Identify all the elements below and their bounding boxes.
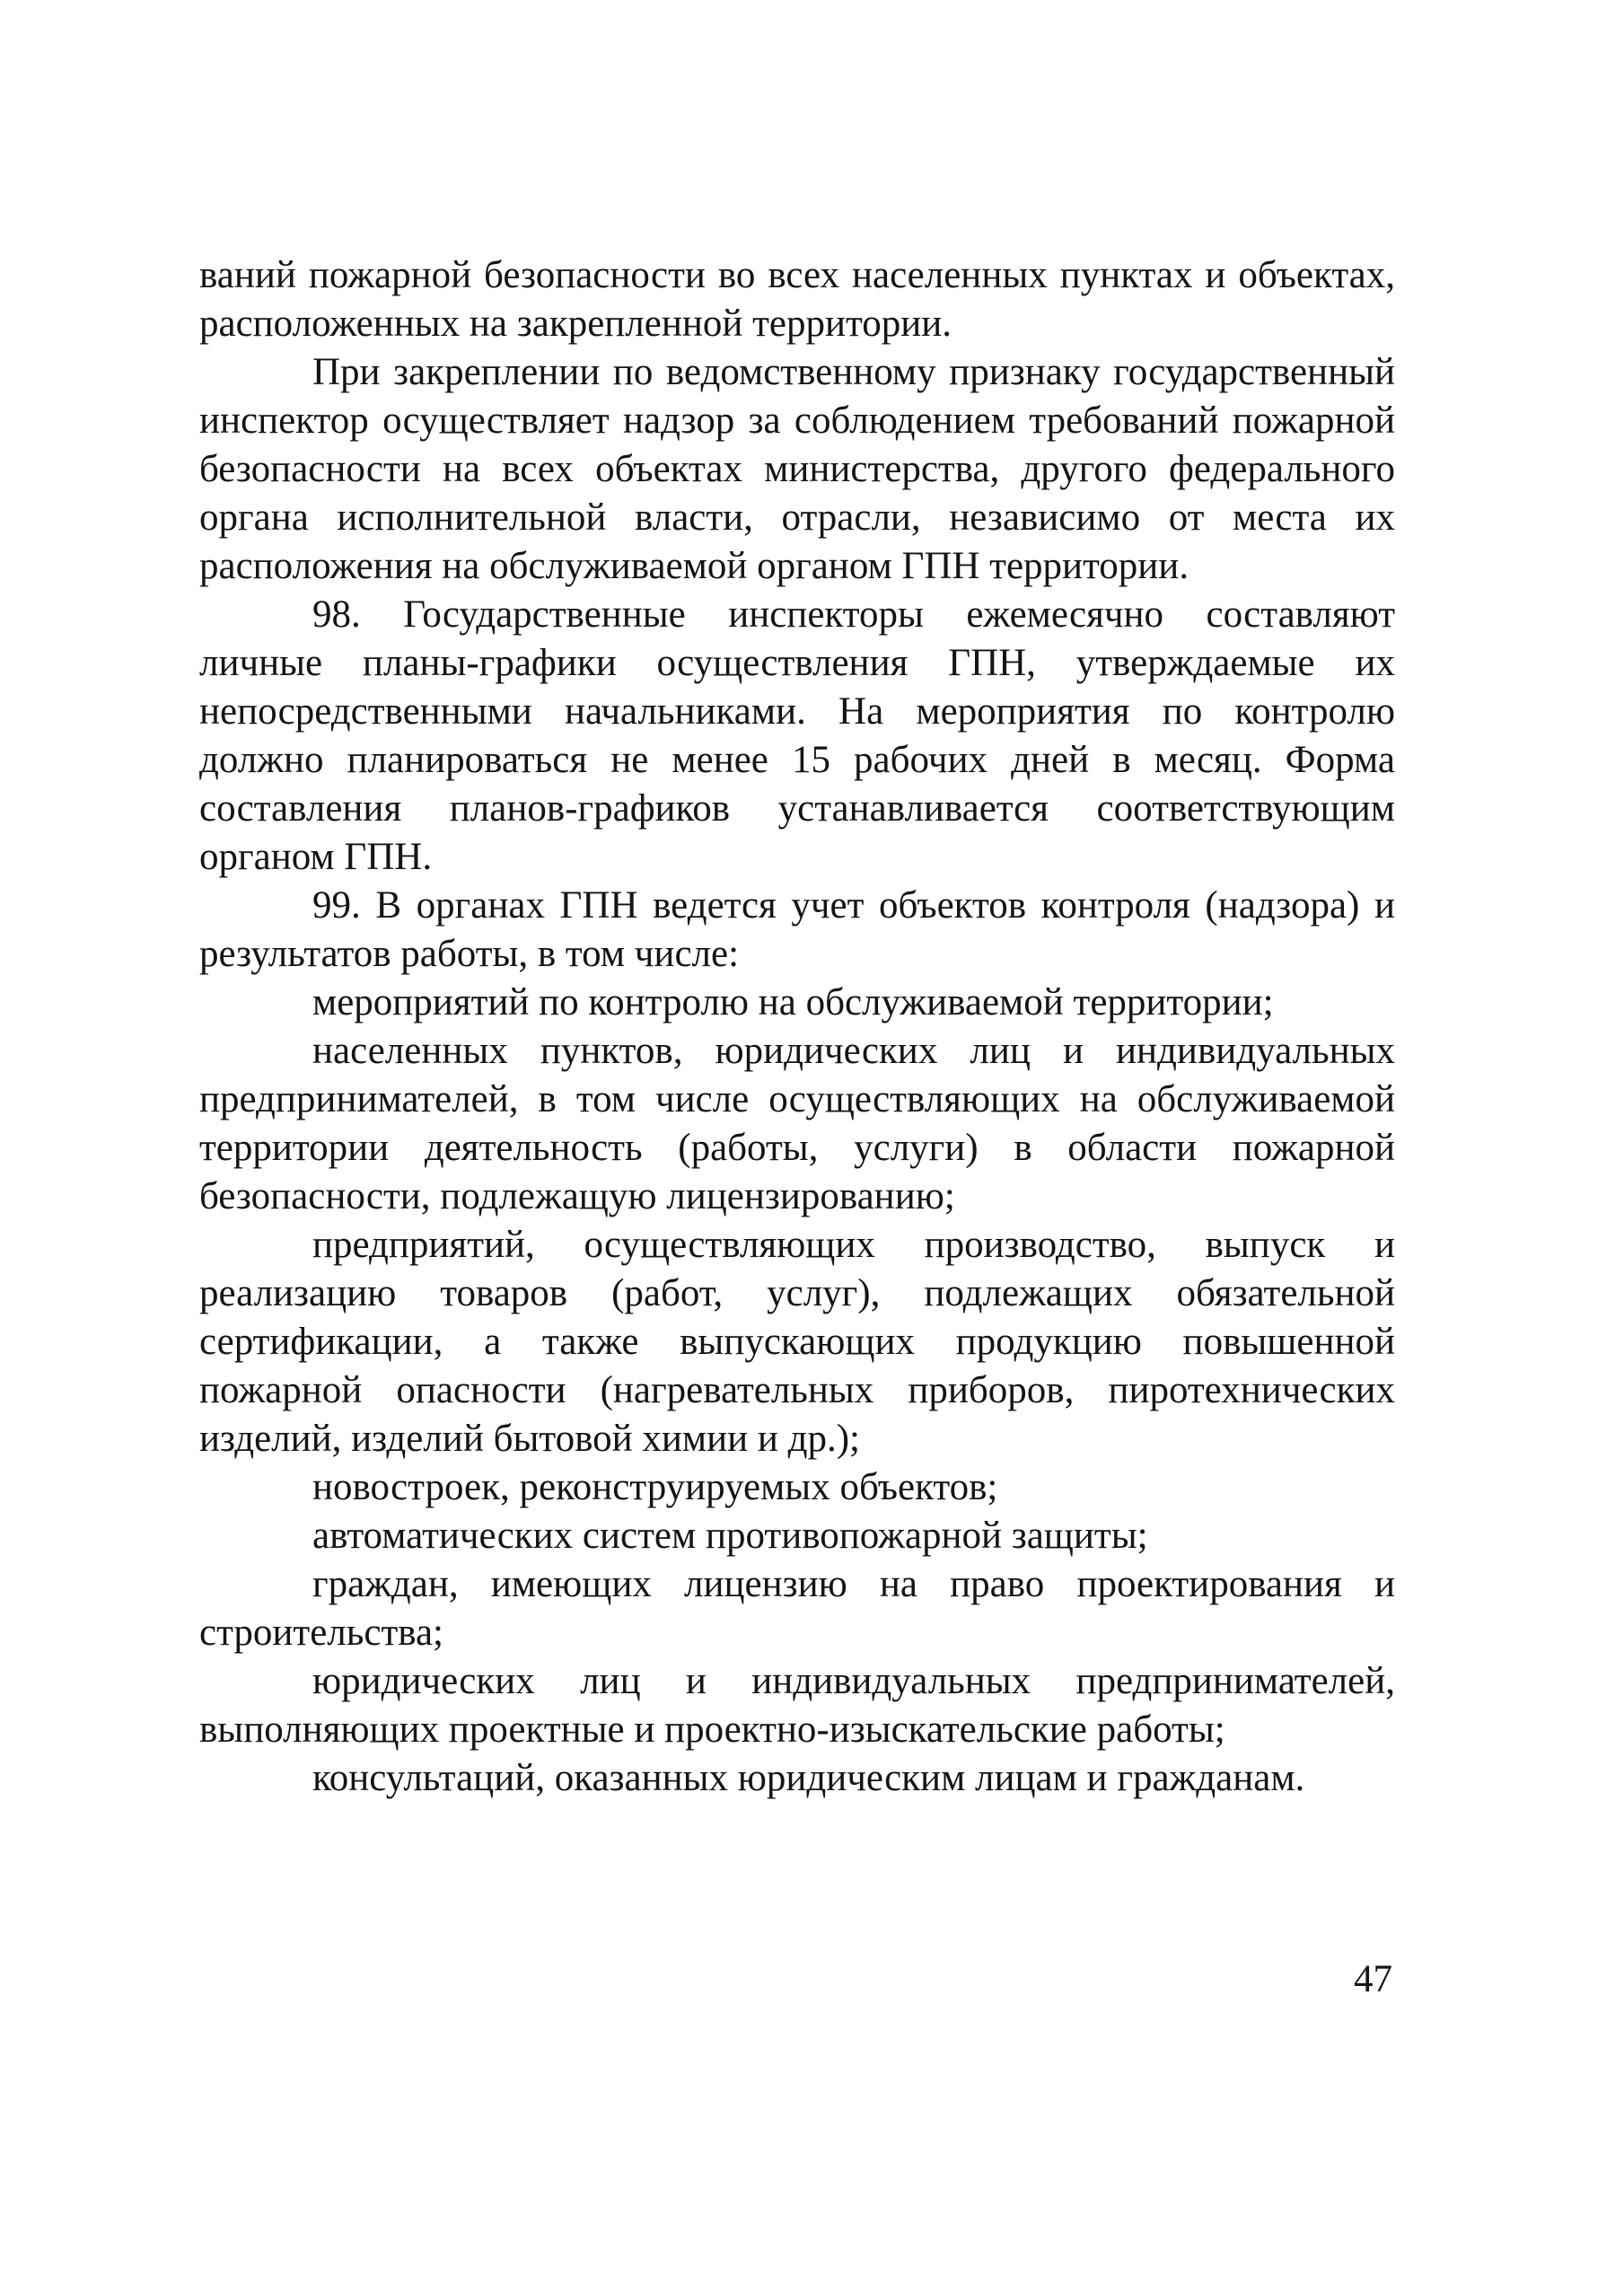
list-item-settlements-entities: населенных пунктов, юридических лиц и индивидуальных предпринимателей, в том числе осуществляющих на обслуживаемой территории деятельность (работы, услуги) в области пожарной безопасности, подлежащую лицензированию; [199, 1030, 1395, 1217]
list-item-enterprises: предприятий, осуществляющих производство, выпуск и реализацию товаров (работ, услуг), подлежащих обязательной сертификации, а также выпускающих продукцию повышенной пожарной опасности (нагревательных приборов, пиротехнических изделий, изделий бытовой химии и др.); [199, 1224, 1395, 1460]
paragraph-99: 99. В органах ГПН ведется учет объектов контроля (надзора) и результатов работы, в том числе: [199, 884, 1395, 975]
paragraph-98: 98. Государственные инспекторы ежемесячно составляют личные планы-графики осуществления ГПН, утверждаемые их непосредственными начальниками. На мероприятия по контролю должно планироваться не менее 15 рабочих дней в месяц. Форма составления планов-графиков устанавливается соответствующим органом ГПН. [199, 593, 1395, 878]
list-item-licensed-citizens: граждан, имеющих лицензию на право проектирования и строительства; [199, 1563, 1395, 1654]
list-item-consultations: консультаций, оказанных юридическим лицам и гражданам. [312, 1757, 1305, 1799]
list-item-new-buildings: новостроек, реконструируемых объектов; [312, 1466, 998, 1508]
list-item-fire-protection-systems: автоматических систем противопожарной защиты; [312, 1515, 1148, 1557]
paragraph-departmental-assignment: При закреплении по ведомственному признаку государственный инспектор осуществляет надзор за соблюдением требований пожарной безопасности на всех объектах министерства, другого федерального органа исполнительной власти, отрасли, независимо от места их расположения на обслуживаемой органом ГПН территории. [199, 351, 1395, 587]
paragraph-continuation: ваний пожарной безопасности во всех населенных пунктах и объектах, расположенных на закрепленной территории. [199, 254, 1395, 345]
page-number: 47 [1354, 1958, 1392, 2000]
list-item-design-entities: юридических лиц и индивидуальных предпринимателей, выполняющих проектные и проектно-изыскательские работы; [199, 1660, 1395, 1751]
list-item-control-measures: мероприятий по контролю на обслуживаемой территории; [312, 981, 1274, 1023]
document-body [199, 251, 1395, 1803]
